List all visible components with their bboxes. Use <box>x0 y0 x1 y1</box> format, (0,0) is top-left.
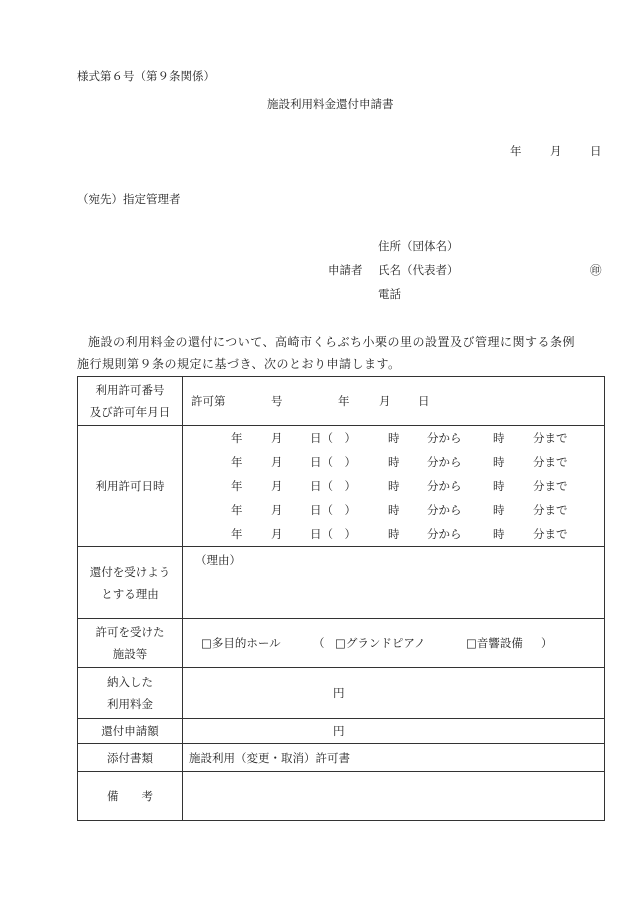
paid-fee-label <box>78 668 183 719</box>
date-line <box>183 498 604 522</box>
attachments-value: 施設利用（変更・取消）許可書 <box>189 751 350 765</box>
refund-amount-field[interactable] <box>183 719 605 744</box>
attachments-label: 添付書類 <box>78 744 183 772</box>
date-line-year: 年 <box>231 527 243 541</box>
permit-prefix: 許可第 <box>191 394 226 408</box>
paid-fee-yen: 円 <box>333 686 345 700</box>
permit-year: 年 <box>338 394 350 408</box>
date-line-month: 月 <box>271 479 283 493</box>
date-line-hour1: 時 <box>388 431 400 445</box>
date-line-year: 年 <box>231 479 243 493</box>
usage-dates-field[interactable] <box>183 426 605 547</box>
body-text-line-1: 施設の利用料金の還付について、高崎市くらぶち小栗の里の設置及び管理に関する条例 <box>88 335 576 349</box>
paid-fee-field[interactable] <box>183 668 605 719</box>
date-line-min-until: 分まで <box>533 527 568 541</box>
refund-amount-label: 還付申請額 <box>78 719 183 744</box>
application-form-table <box>77 376 605 821</box>
date-line-day: 日（ ） <box>310 431 356 445</box>
date-line-month: 月 <box>271 455 283 469</box>
date-line-hour2: 時 <box>493 527 505 541</box>
date-line-year: 年 <box>231 431 243 445</box>
permit-number-field[interactable] <box>183 377 605 426</box>
date-year-label: 年 <box>510 144 522 158</box>
facility-label <box>78 619 183 668</box>
permit-number-row <box>78 377 605 426</box>
attachments-field <box>183 744 605 772</box>
date-line-hour2: 時 <box>493 431 505 445</box>
paid-label-line-1: 納入した <box>107 675 153 689</box>
permit-number-label <box>78 377 183 426</box>
permit-label-line-1: 利用許可番号 <box>95 383 165 397</box>
date-day-label: 日 <box>590 144 602 158</box>
facility-checkbox-hall[interactable]: □多目的ホール <box>201 636 281 650</box>
date-line-month: 月 <box>271 431 283 445</box>
date-line <box>183 450 604 474</box>
document-title: 施設利用料金還付申請書 <box>267 97 394 111</box>
date-month-label: 月 <box>550 144 562 158</box>
date-line-min-until: 分まで <box>533 455 568 469</box>
seal-mark: ㊞ <box>590 263 602 277</box>
facility-checkbox-sound[interactable]: □音響設備 <box>466 636 523 650</box>
date-line-min-until: 分まで <box>533 431 568 445</box>
permit-go: 号 <box>271 394 283 408</box>
date-line-hour2: 時 <box>493 455 505 469</box>
date-line-day: 日（ ） <box>310 455 356 469</box>
facility-field <box>183 619 605 668</box>
facility-paren-open: （ <box>313 636 325 650</box>
date-line-hour2: 時 <box>493 479 505 493</box>
paid-fee-row <box>78 668 605 719</box>
date-line-min-from: 分から <box>427 527 462 541</box>
date-line-day: 日（ ） <box>310 479 356 493</box>
date-line-min-from: 分から <box>427 503 462 517</box>
date-line-day: 日（ ） <box>310 527 356 541</box>
applicant-address-label: 住所（団体名） <box>378 239 459 253</box>
refund-amount-row <box>78 719 605 744</box>
date-line-month: 月 <box>271 527 283 541</box>
attachments-row <box>78 744 605 772</box>
applicant-phone-label: 電話 <box>378 287 401 301</box>
date-line-year: 年 <box>231 503 243 517</box>
facility-label-line-2: 施設等 <box>112 647 148 661</box>
facility-checkbox-piano[interactable]: □グランドピアノ <box>335 636 426 650</box>
reason-hint: （理由） <box>195 553 241 567</box>
date-line <box>183 426 604 450</box>
body-text-line-2: 施行規則第９条の規定に基づき、次のとおり申請します。 <box>77 357 401 371</box>
date-line-hour1: 時 <box>388 527 400 541</box>
notes-row <box>78 772 605 821</box>
date-line-day: 日（ ） <box>310 503 356 517</box>
refund-reason-field[interactable] <box>183 547 605 619</box>
permit-month: 月 <box>379 394 391 408</box>
usage-dates-row <box>78 426 605 547</box>
refund-reason-label <box>78 547 183 619</box>
applicant-label: 申請者 <box>328 263 363 277</box>
date-line-min-from: 分から <box>427 431 462 445</box>
date-line-hour1: 時 <box>388 479 400 493</box>
refund-reason-row <box>78 547 605 619</box>
facility-row <box>78 619 605 668</box>
usage-dates-label: 利用許可日時 <box>78 426 183 547</box>
paid-label-line-2: 利用料金 <box>107 697 153 711</box>
form-number: 様式第６号（第９条関係） <box>77 69 215 83</box>
reason-label-line-1: 還付を受けよう <box>89 564 171 579</box>
date-line-hour1: 時 <box>388 503 400 517</box>
permit-day: 日 <box>418 394 430 408</box>
applicant-name-label: 氏名（代表者） <box>378 263 459 277</box>
date-line-min-from: 分から <box>427 455 462 469</box>
notes-field[interactable] <box>183 772 605 821</box>
date-line-hour2: 時 <box>493 503 505 517</box>
date-line-min-from: 分から <box>427 479 462 493</box>
date-line-hour1: 時 <box>388 455 400 469</box>
date-line-year: 年 <box>231 455 243 469</box>
date-line <box>183 474 604 498</box>
notes-label: 備 考 <box>78 772 183 821</box>
refund-amount-yen: 円 <box>333 724 345 738</box>
date-line-min-until: 分まで <box>533 479 568 493</box>
usage-dates-lines <box>183 426 604 546</box>
addressee: （宛先）指定管理者 <box>77 192 181 206</box>
facility-label-line-1: 許可を受けた <box>95 625 165 639</box>
permit-label-line-2: 及び許可年月日 <box>89 405 171 419</box>
date-line-min-until: 分まで <box>533 503 568 517</box>
facility-paren-close: ） <box>541 636 553 650</box>
reason-label-line-2: とする理由 <box>101 586 159 601</box>
date-line-month: 月 <box>271 503 283 517</box>
date-line <box>183 522 604 546</box>
